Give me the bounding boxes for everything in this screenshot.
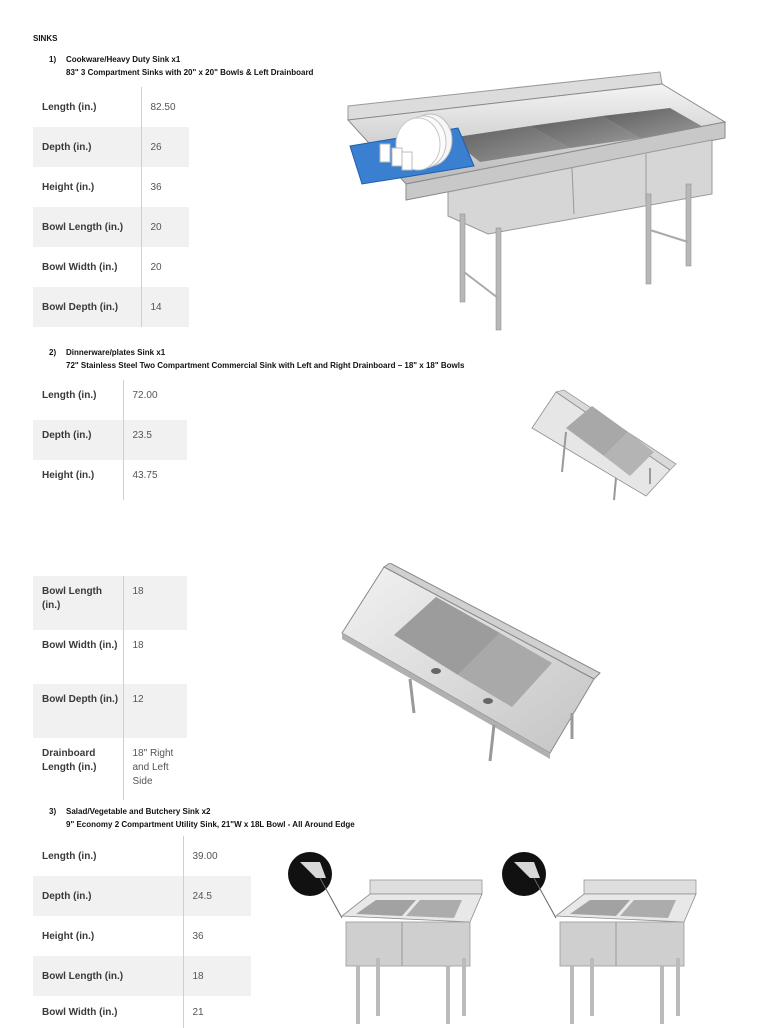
spec-value: 20	[141, 247, 189, 287]
sink-1-image	[340, 66, 730, 338]
spec-value: 18	[123, 576, 187, 630]
item-2-spec-table-b	[33, 576, 187, 800]
sink-2-small-image	[530, 388, 678, 504]
spec-label: Height (in.)	[42, 470, 95, 481]
spec-row	[33, 207, 189, 247]
spec-value: 18	[183, 956, 251, 996]
spec-value: 18	[123, 630, 187, 684]
spec-value: 20	[141, 207, 189, 247]
item-3-description: 9" Economy 2 Compartment Utility Sink, 21"W x 18L Bowl - All Around Edge	[66, 820, 355, 829]
spec-row	[33, 247, 189, 287]
spec-label: Bowl Depth (in.)	[33, 287, 141, 327]
item-1-spec-table	[33, 87, 189, 327]
spec-row	[33, 738, 187, 800]
spec-value: 36	[183, 916, 251, 956]
item-2-spec-table-a	[33, 380, 187, 500]
item-3-heading	[49, 807, 211, 816]
spec-row	[33, 87, 189, 127]
spec-row	[33, 127, 189, 167]
spec-value: 82.50	[141, 87, 189, 127]
spec-label: Bowl Width (in.)	[42, 1006, 118, 1018]
spec-label: Depth (in.)	[33, 127, 141, 167]
item-2-name: Dinnerware/plates Sink x1	[66, 348, 166, 357]
spec-value: 72.00	[123, 380, 187, 420]
spec-label: Length (in.)	[42, 390, 97, 401]
spec-label: Bowl Width (in.)	[42, 261, 118, 273]
spec-row	[33, 576, 187, 630]
spec-value: 23.5	[123, 420, 187, 460]
item-3-name: Salad/Vegetable and Butchery Sink x2	[66, 807, 211, 816]
sink-3-image-right	[500, 848, 700, 1024]
item-2-number: 2)	[49, 348, 57, 357]
spec-label: Bowl Length (in.)	[33, 576, 123, 630]
spec-row	[33, 876, 251, 916]
spec-row	[33, 996, 251, 1028]
spec-label: Depth (in.)	[33, 420, 123, 460]
spec-label: Height (in.)	[42, 181, 95, 193]
sink-2-large-image	[340, 563, 602, 765]
spec-label: Length (in.)	[42, 101, 97, 113]
spec-value: 26	[141, 127, 189, 167]
spec-value: 12	[123, 684, 187, 738]
spec-row	[33, 380, 187, 420]
spec-row	[33, 916, 251, 956]
spec-value: 36	[141, 167, 189, 207]
spec-row	[33, 836, 251, 876]
item-2-heading	[49, 348, 165, 357]
item-1-name: Cookware/Heavy Duty Sink x1	[66, 55, 181, 64]
spec-row	[33, 420, 187, 460]
spec-value: 18" Right and Left Side	[123, 738, 187, 800]
spec-value: 14	[141, 287, 189, 327]
item-1-number: 1)	[49, 55, 57, 64]
spec-label: Bowl Length (in.)	[33, 207, 141, 247]
item-1-heading	[49, 55, 180, 64]
spec-label: Length (in.)	[42, 850, 97, 862]
item-3-spec-table	[33, 836, 251, 1028]
spec-label: Drainboard Length (in.)	[42, 748, 97, 773]
spec-row	[33, 287, 189, 327]
section-title: SINKS	[33, 34, 58, 43]
spec-label: Bowl Depth (in.)	[33, 684, 123, 738]
spec-label: Depth (in.)	[33, 876, 183, 916]
spec-label: Bowl Length (in.)	[33, 956, 183, 996]
spec-row	[33, 460, 187, 500]
spec-value: 43.75	[123, 460, 187, 500]
spec-row	[33, 956, 251, 996]
spec-row	[33, 167, 189, 207]
spec-value: 39.00	[183, 836, 251, 876]
item-2-description: 72" Stainless Steel Two Compartment Commercial Sink with Left and Right Drainboard – 18" x 18" Bowls	[66, 361, 465, 370]
item-1-description: 83" 3 Compartment Sinks with 20" x 20" Bowls & Left Drainboard	[66, 68, 314, 77]
item-3-number: 3)	[49, 807, 57, 816]
sink-3-image-left	[286, 848, 486, 1024]
spec-row	[33, 684, 187, 738]
spec-row	[33, 630, 187, 684]
spec-value: 24.5	[183, 876, 251, 916]
spec-value: 21	[183, 996, 251, 1028]
spec-label: Height (in.)	[42, 930, 95, 942]
spec-label: Bowl Width (in.)	[42, 640, 118, 651]
